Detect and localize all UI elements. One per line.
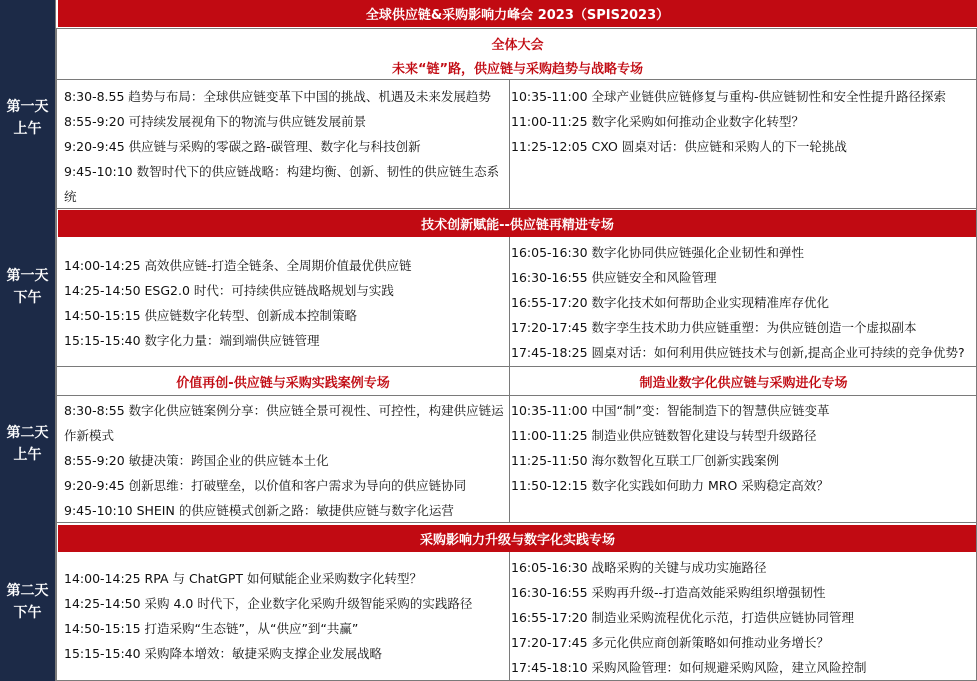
session-item: 9:45-10:10 SHEIN 的供应链模式创新之路：敏捷供应链与数字化运营 — [64, 503, 454, 518]
day2-am-left-heading: 价值再创-供应链与采购实践案例专场 — [176, 375, 390, 391]
session-item: 14:00-14:25 高效供应链-打造全链条、全周期价值最优供应链 — [64, 258, 412, 273]
session-item: 11:25-11:50 海尔数智化互联工厂创新实践案例 — [511, 453, 780, 468]
day2-am-label — [0, 366, 56, 522]
session-item: 10:35-11:00 全球产业链供应链修复与重构-供应链韧性和安全性提升路径探索 — [511, 89, 947, 104]
session-item: 14:25-14:50 ESG2.0 时代：可持续供应链战略规划与实践 — [64, 283, 394, 298]
divider — [56, 395, 977, 396]
day2-pm-period: 下午 — [13, 604, 42, 621]
day1-am-period: 上午 — [13, 121, 42, 137]
day1-am-day: 第一天 — [6, 99, 49, 115]
day1-am-label — [0, 28, 56, 208]
day1-pm-left-list — [57, 253, 510, 353]
session-item: 16:05-16:30 战略采购的关键与成功实施路径 — [511, 560, 767, 575]
session-item: 15:15-15:40 采购降本增效：敏捷采购支撑企业发展战略 — [64, 646, 383, 661]
session-item: 10:35-11:00 中国“制”变：智能制造下的智慧供应链变革 — [511, 403, 830, 418]
session-item: 17:45-18:10 采购风险管理：如何规避采购风险，建立风险控制 — [511, 660, 867, 675]
session-item: 14:50-15:15 打造采购“生态链”，从“供应”到“共赢” — [64, 621, 359, 636]
day1-pm-heading: 技术创新赋能--供应链再精进专场 — [58, 210, 977, 237]
day2-pm-day: 第二天 — [6, 582, 49, 599]
day1-pm-right-list — [504, 240, 977, 365]
session-item: 16:30-16:55 采购再升级--打造高效能采购组织增强韧性 — [511, 585, 826, 600]
day2-pm-label — [0, 522, 56, 681]
session-item: 16:05-16:30 数字化协同供应链强化企业韧性和弹性 — [511, 245, 805, 260]
session-item: 14:25-14:50 采购 4.0 时代下，企业数字化采购升级智能采购的实践路径 — [64, 596, 473, 611]
session-item: 11:25-12:05 CXO 圆桌对话：供应链和采购人的下一轮挑战 — [511, 139, 847, 154]
session-item: 8:30-8:55 数字化供应链案例分享：供应链全景可视性、可控性，构建供应链运作新模式 — [64, 403, 504, 443]
day1-am-left-list — [57, 84, 510, 209]
page-title: 全球供应链&采购影响力峰会 2023（SPIS2023） — [58, 0, 977, 27]
session-item: 11:50-12:15 数字化实践如何助力 MRO 采购稳定高效？ — [511, 478, 829, 493]
session-item: 16:55-17:20 制造业采购流程优化示范，打造供应链协同管理 — [511, 610, 855, 625]
day1-pm-period: 下午 — [13, 290, 42, 306]
session-item: 9:20-9:45 创新思维：打破壁垒，以价值和客户需求为导向的供应链协同 — [64, 478, 467, 493]
day2-pm-left-list — [57, 566, 510, 666]
session-item: 17:20-17:45 多元化供应商创新策略如何推动业务增长？ — [511, 635, 830, 650]
day2-am-period: 上午 — [13, 447, 42, 463]
divider — [509, 79, 510, 208]
session-item: 14:50-15:15 供应链数字化转型、创新成本控制策略 — [64, 308, 358, 323]
day2-am-right-list — [504, 398, 977, 498]
corner-cell — [0, 0, 56, 28]
day2-am-day: 第二天 — [6, 425, 49, 441]
day2-pm-right-list — [504, 555, 977, 680]
session-item: 8:55-9:20 可持续发展视角下的物流与供应链发展前景 — [64, 114, 367, 129]
session-item: 9:20-9:45 供应链与采购的零碳之路-碳管理、数字化与科技创新 — [64, 139, 421, 154]
day2-am-left-list — [57, 398, 510, 523]
divider — [509, 366, 510, 522]
day1-pm-label — [0, 208, 56, 366]
divider — [509, 237, 510, 366]
day1-pm-day: 第一天 — [6, 268, 49, 284]
session-item: 11:00-11:25 制造业供应链数智化建设与转型升级路径 — [511, 428, 817, 443]
session-item: 15:15-15:40 数字化力量：端到端供应链管理 — [64, 333, 320, 348]
session-item: 8:55-9:20 敏捷决策：跨国企业的供应链本土化 — [64, 453, 329, 468]
divider — [56, 79, 977, 80]
day1-am-right-list — [504, 84, 977, 159]
day2-am-right-heading: 制造业数字化供应链与采购进化专场 — [639, 375, 848, 391]
session-item: 16:30-16:55 供应链安全和风险管理 — [511, 270, 717, 285]
session-item: 17:20-17:45 数字孪生技术助力供应链重塑：为供应链创造一个虚拟副本 — [511, 320, 917, 335]
session-item: 9:45-10:10 数智时代下的供应链战略：构建均衡、创新、韧性的供应链生态系统 — [64, 164, 500, 204]
day2-pm-heading: 采购影响力升级与数字化实践专场 — [58, 525, 977, 552]
session-item: 11:00-11:25 数字化采购如何推动企业数字化转型？ — [511, 114, 805, 129]
session-item: 14:00-14:25 RPA 与 ChatGPT 如何赋能企业采购数字化转型？ — [64, 571, 422, 586]
day1-am-heading: 全体大会 — [491, 37, 544, 53]
session-item: 16:55-17:20 数字化技术如何帮助企业实现精准库存优化 — [511, 295, 830, 310]
session-item: 8:30-8.55 趋势与布局：全球供应链变革下中国的挑战、机遇及未来发展趋势 — [64, 89, 491, 104]
session-item: 17:45-18:25 圆桌对话：如何利用供应链技术与创新,提高企业可持续的竞争优势? — [511, 345, 965, 360]
divider — [509, 552, 510, 681]
day1-am-subheading: 未来“链”路，供应链与采购趋势与战略专场 — [391, 61, 644, 77]
